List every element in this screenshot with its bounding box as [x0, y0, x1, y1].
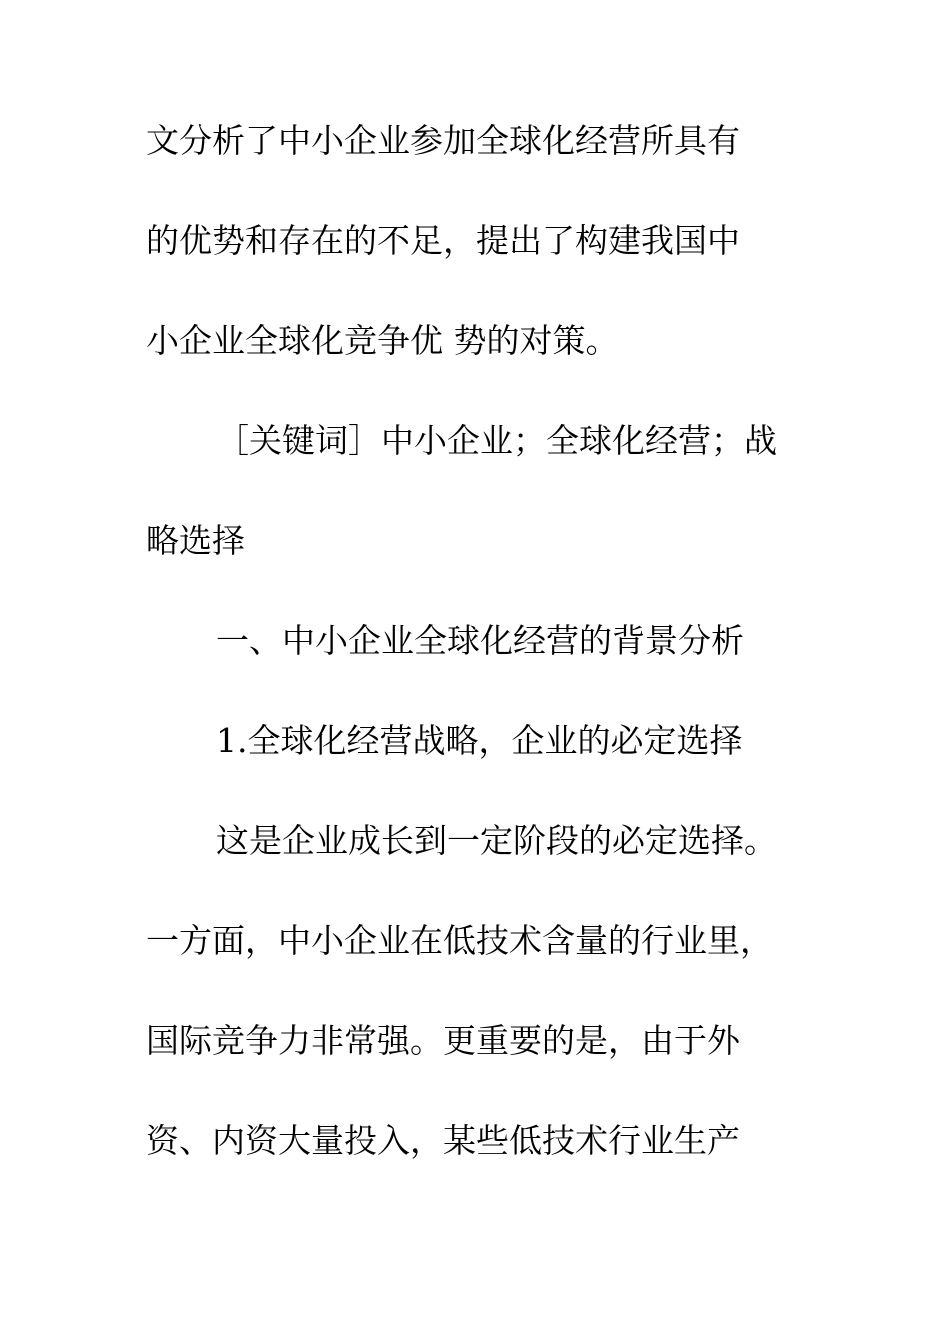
paragraph-line-4: 资、内资大量投入，某些低技术行业生产: [146, 1121, 740, 1160]
document-body: [146, 121, 806, 1224]
section-heading: 一、中小企业全球化经营的背景分析: [216, 621, 744, 660]
paragraph-line-2: 一方面，中小企业在低技术含量的行业里，: [146, 921, 773, 960]
abstract-line-3: 小企业全球化竞争优 势的对策。: [146, 321, 619, 360]
paragraph-line-3: 国际竞争力非常强。更重要的是，由于外: [146, 1021, 740, 1060]
keywords-line-1: ［关键词］中小企业；全球化经营；战: [216, 421, 777, 460]
abstract-line-1: 文分析了中小企业参加全球化经营所具有: [146, 121, 740, 160]
abstract-line-2: 的优势和存在的不足，提出了构建我国中: [146, 221, 740, 260]
paragraph-line-1: 这是企业成长到一定阶段的必定选择。: [216, 821, 777, 860]
subsection-heading: 1.全球化经营战略，企业的必定选择: [216, 721, 743, 760]
keywords-line-2: 略选择: [146, 521, 245, 560]
